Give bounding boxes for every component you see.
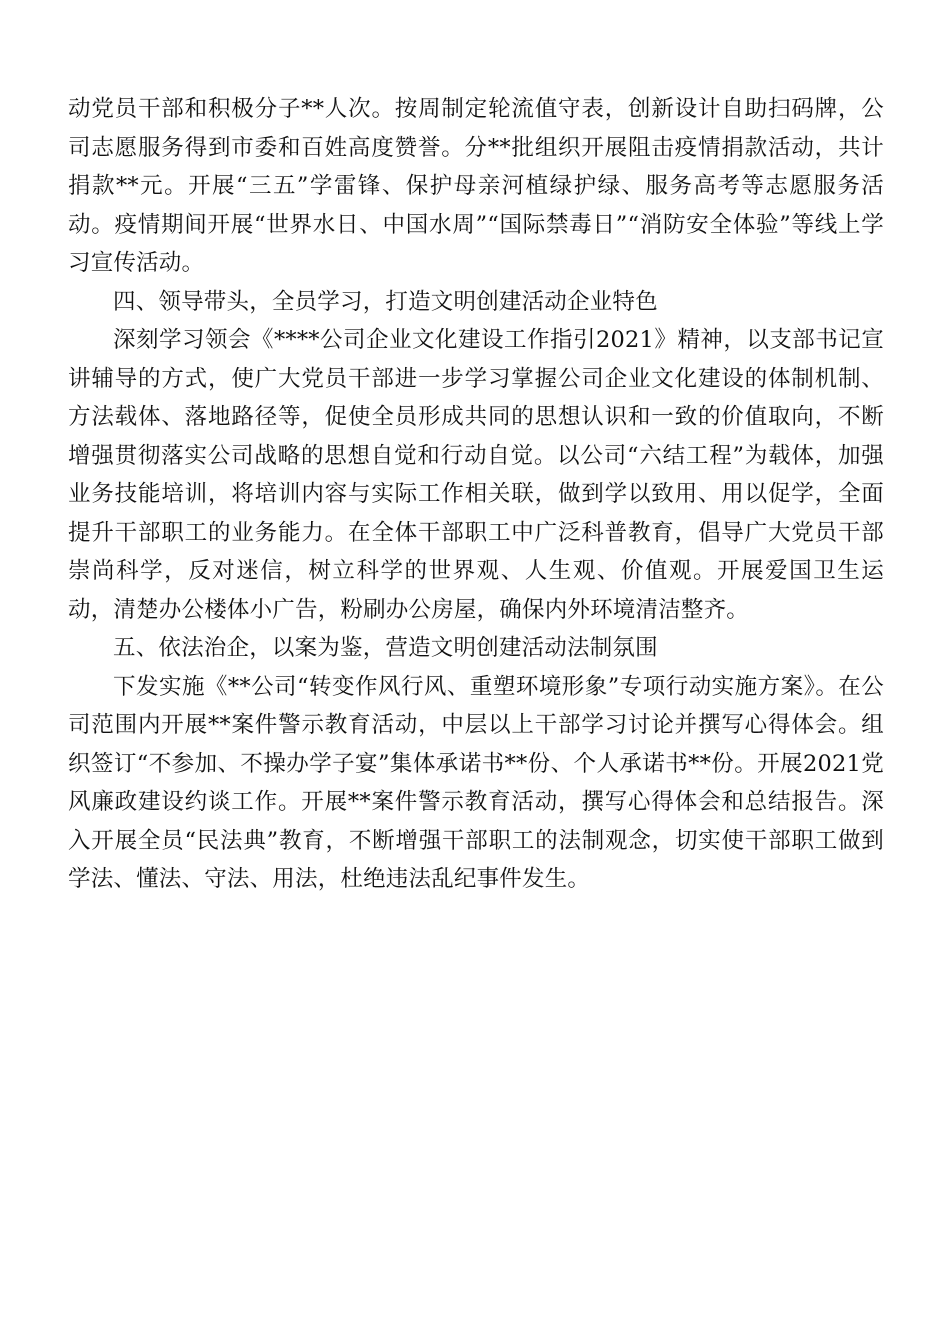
paragraph-volunteer-activities: 动党员干部和积极分子**人次。按周制定轮流值守表，创新设计自助扫码牌，公司志愿服务得到市委和百姓高度赞誉。分**批组织开展阻击疫情捐款活动，共计捐款**元。开展“三五”学雷锋、保护母亲河植绿护绿、服务高考等志愿服务活动。疫情期间开展“世界水日、中国水周”“国际禁毒日”“消防安全体验”等线上学习宣传活动。 [68, 96, 884, 276]
document-body [68, 90, 884, 899]
section-heading-four: 四、领导带头，全员学习，打造文明创建活动企业特色 [113, 288, 658, 315]
paragraph-culture-study: 深刻学习领会《****公司企业文化建设工作指引2021》精神，以支部书记宣讲辅导的方式，使广大党员干部进一步学习掌握公司企业文化建设的体制机制、方法载体、落地路径等，促使全员形成共同的思想认识和一致的价值取向，不断增强贯彻落实公司战略的思想自觉和行动自觉。以公司“六结工程”为载体，加强业务技能培训，将培训内容与实际工作相关联，做到学以致用、用以促学，全面提升干部职工的业务能力。在全体干部职工中广泛科普教育，倡导广大党员干部崇尚科学，反对迷信，树立科学的世界观、人生观、价值观。开展爱国卫生运动，清楚办公楼体小广告，粉刷办公房屋，确保内外环境清洁整齐。 [68, 327, 884, 623]
paragraph-rule-of-law: 下发实施《**公司“转变作风行风、重塑环境形象”专项行动实施方案》。在公司范围内开展**案件警示教育活动，中层以上干部学习讨论并撰写心得体会。组织签订“不参加、不操办学子宴”集体承诺书**份、个人承诺书**份。开展2021党风廉政建设约谈工作。开展**案件警示教育活动，撰写心得体会和总结报告。深入开展全员“民法典”教育，不断增强干部职工的法制观念，切实使干部职工做到学法、懂法、守法、用法，杜绝违法乱纪事件发生。 [68, 673, 884, 892]
section-heading-five: 五、依法治企，以案为鉴，营造文明创建活动法制氛围 [113, 635, 658, 661]
